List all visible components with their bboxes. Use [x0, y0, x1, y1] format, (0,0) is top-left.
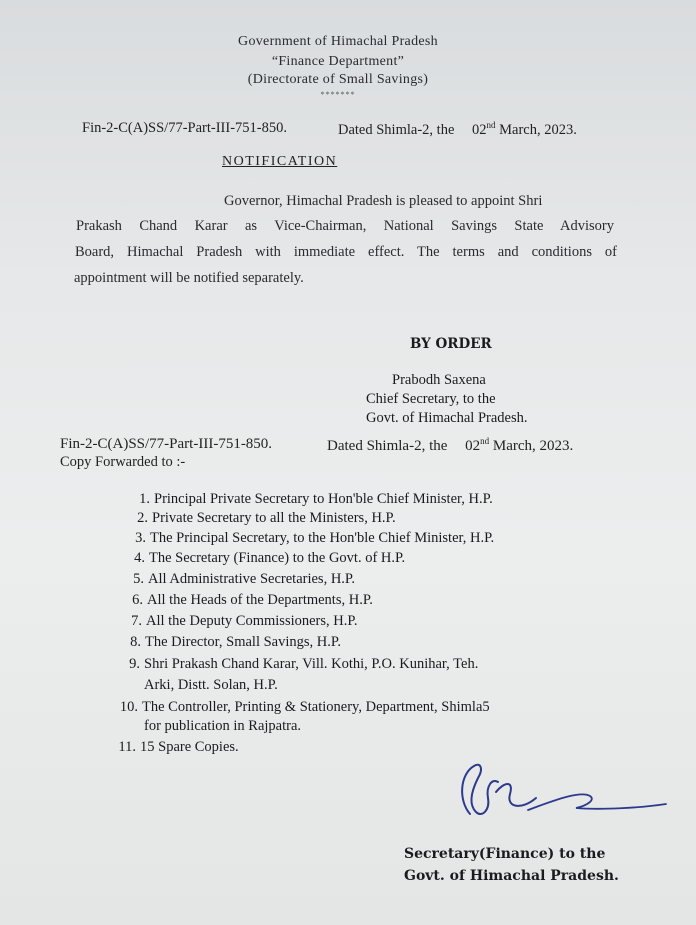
- final-signatory-office: Govt. of Himachal Pradesh.: [404, 868, 619, 884]
- list-item: 6. All the Heads of the Departments, H.P.: [132, 592, 373, 608]
- dated-prefix: Dated Shimla-2, the: [338, 121, 455, 138]
- date-day: 02: [465, 438, 481, 454]
- signatory-office: Govt. of Himachal Pradesh.: [366, 410, 528, 426]
- reference-number-top: Fin-2-C(A)SS/77-Part-III-751-850.: [82, 120, 287, 136]
- notification-line-4: appointment will be notified separately.: [74, 270, 304, 286]
- by-order: BY ORDER: [410, 336, 492, 352]
- dated-prefix: Dated Shimla-2, the: [327, 438, 448, 454]
- list-item-continuation: for publication in Rajpatra.: [144, 718, 302, 734]
- date-day: 02: [472, 121, 487, 138]
- reference-date-top: [338, 120, 577, 139]
- list-item: 8. The Director, Small Savings, H.P.: [130, 634, 341, 650]
- header-government: Government of Himachal Pradesh: [238, 34, 438, 49]
- list-item: 2. Private Secretary to all the Ministers, H.P.: [137, 510, 396, 526]
- reference-date-bottom: [327, 436, 573, 455]
- final-signatory-designation: Secretary(Finance) to the: [404, 846, 606, 862]
- date-day-suffix: nd: [480, 436, 490, 446]
- list-item: 3. The Principal Secretary, to the Hon'ble Chief Minister, H.P.: [135, 530, 495, 546]
- header-department: “Finance Department”: [271, 54, 405, 69]
- list-item: 5. All Administrative Secretaries, H.P.: [133, 571, 355, 587]
- date-month-year: March, 2023.: [492, 438, 574, 454]
- date-day-suffix: nd: [486, 120, 496, 130]
- header-directorate: (Directorate of Small Savings): [247, 72, 429, 87]
- date-month-year: March, 2023.: [499, 121, 577, 138]
- signatory-designation: Chief Secretary, to the: [366, 391, 496, 407]
- list-item: 4. The Secretary (Finance) to the Govt. of H.P.: [134, 550, 406, 566]
- list-item-continuation: Arki, Distt. Solan, H.P.: [144, 677, 278, 693]
- notification-title: NOTIFICATION: [222, 154, 338, 169]
- reference-number-bottom: Fin-2-C(A)SS/77-Part-III-751-850.: [60, 436, 273, 452]
- list-item: 11. 15 Spare Copies.: [118, 739, 239, 755]
- copy-forwarded-label: Copy Forwarded to :-: [60, 454, 186, 470]
- signatory-name: Prabodh Saxena: [392, 372, 486, 388]
- list-item: 1. Principal Private Secretary to Hon'ble Chief Minister, H.P.: [139, 491, 493, 507]
- list-item: 9. Shri Prakash Chand Karar, Vill. Kothi, P.O. Kunihar, Teh.: [129, 656, 479, 672]
- list-item: 7. All the Deputy Commissioners, H.P.: [131, 613, 358, 629]
- handwritten-signature: [440, 752, 680, 832]
- notification-line-2: Prakash Chand Karar as Vice-Chairman, National Savings State Advisory: [76, 218, 614, 234]
- header-stars: *******: [320, 90, 356, 99]
- notification-line-3: Board, Himachal Pradesh with immediate effect. The terms and conditions of: [75, 244, 617, 260]
- notification-line-1: Governor, Himachal Pradesh is pleased to appoint Shri: [224, 193, 543, 209]
- list-item: 10. The Controller, Printing & Stationery, Department, Shimla5: [119, 699, 490, 715]
